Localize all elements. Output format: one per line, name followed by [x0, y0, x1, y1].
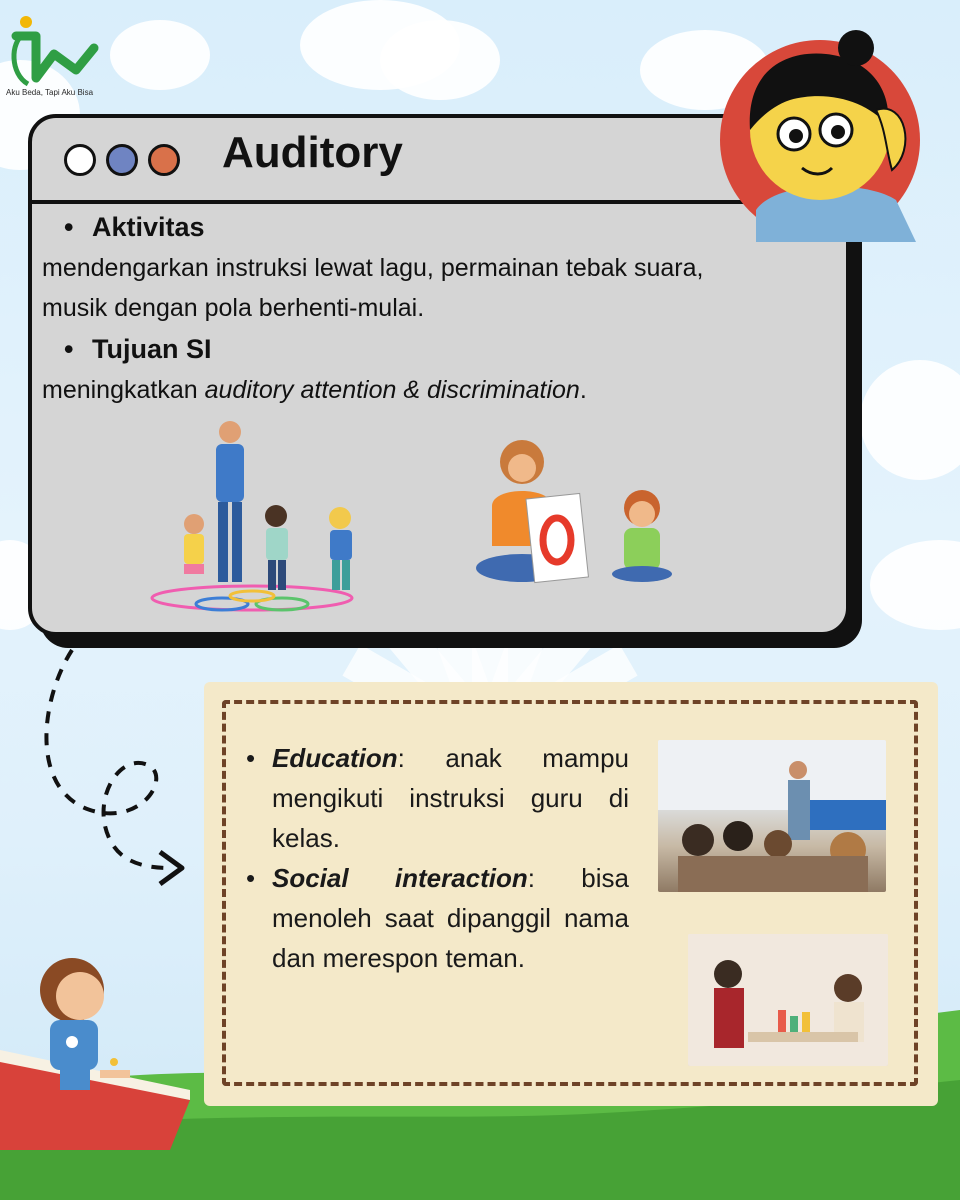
aktivitas-text-line1: mendengarkan instruksi lewat lagu, permainan tebak suara,: [42, 254, 704, 282]
window-dot-orange: [148, 144, 180, 176]
tujuan-heading: • Tujuan SI: [42, 328, 842, 370]
classroom-photo: [658, 740, 886, 892]
teacher-holding-letter-card-icon: [472, 436, 682, 596]
girl-reading-book-icon: [0, 950, 210, 1150]
aktivitas-text-line2: musik dengan pola berhenti-mulai.: [42, 294, 425, 322]
teacher-with-children-icon: [122, 418, 382, 618]
outcomes-list: [244, 738, 629, 978]
cloud-decoration: [870, 540, 960, 630]
children-playing-blocks-photo: [688, 934, 888, 1066]
dashed-arrow-icon: [20, 640, 210, 900]
tujuan-text: meningkatkan auditory attention & discrimination.: [42, 376, 587, 404]
list-item-social-interaction: • Social interaction: bisa menoleh saat dipanggil nama dan merespon teman.: [244, 858, 629, 978]
outcomes-note-card: [204, 682, 938, 1106]
window-dot-white: [64, 144, 96, 176]
aktivitas-heading: • Aktivitas: [42, 206, 842, 248]
page-title: Auditory: [222, 128, 403, 177]
cloud-decoration: [110, 20, 210, 90]
cloud-decoration: [860, 360, 960, 480]
window-dot-blue: [106, 144, 138, 176]
logo-tagline: Aku Beda, Tapi Aku Bisa: [6, 88, 94, 97]
listening-girl-icon: [716, 30, 926, 242]
list-item-education: • Education: anak mampu mengikuti instruksi guru di kelas.: [244, 738, 629, 858]
cloud-decoration: [380, 20, 500, 100]
